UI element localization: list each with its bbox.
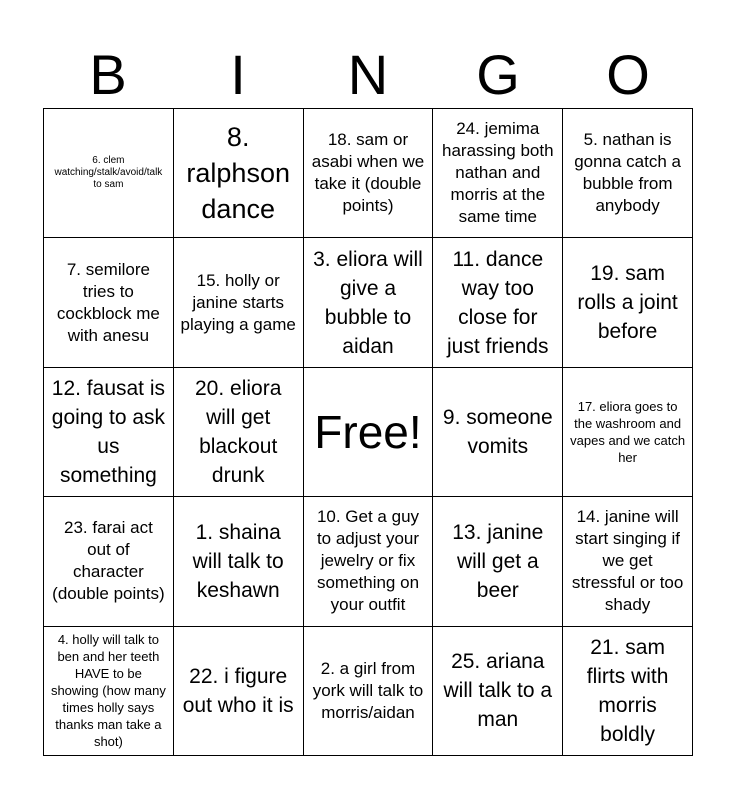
bingo-cell[interactable]	[433, 497, 563, 626]
bingo-cell[interactable]	[174, 627, 304, 756]
bingo-cell[interactable]	[563, 109, 693, 238]
cell-text: 3. eliora will give a bubble to aidan	[313, 247, 423, 358]
cell-text: Free!	[314, 405, 422, 458]
bingo-cell[interactable]	[433, 368, 563, 497]
header-letter-b: B	[89, 43, 127, 106]
header-letter-i: I	[230, 43, 246, 106]
bingo-grid	[43, 108, 693, 756]
cell-text: 22. i figure out who it is	[182, 664, 294, 717]
bingo-cell[interactable]	[563, 368, 693, 497]
cell-text: 20. eliora will get blackout drunk	[195, 376, 282, 487]
bingo-cell[interactable]	[174, 368, 304, 497]
bingo-cell[interactable]	[174, 109, 304, 238]
bingo-cell[interactable]	[44, 238, 174, 367]
header-letter-n: N	[347, 43, 389, 106]
cell-text: 8. ralphson dance	[186, 122, 290, 225]
bingo-cell[interactable]	[563, 497, 693, 626]
bingo-cell[interactable]	[174, 497, 304, 626]
bingo-cell[interactable]	[174, 238, 304, 367]
bingo-cell[interactable]	[304, 497, 434, 626]
cell-text: 4. holly will talk to ben and her teeth HAVE to be showing (how many times holly says thanks man take a shot)	[50, 632, 166, 750]
cell-text: 10. Get a guy to adjust your jewelry or fix something on your outfit	[316, 507, 420, 615]
cell-text: 24. jemima harassing both nathan and morris at the same time	[442, 119, 554, 227]
header-letter-o: O	[606, 43, 650, 106]
cell-text: 6. clem watching/stalk/avoid/talk to sam	[54, 155, 163, 191]
cell-text: 17. eliora goes to the washroom and vapes and we catch her	[570, 398, 686, 465]
cell-text: 18. sam or asabi when we take it (double points)	[311, 130, 425, 216]
cell-text: 11. dance way too close for just friends	[447, 247, 549, 358]
cell-text: 14. janine will start singing if we get stressful or too shady	[571, 507, 684, 615]
cell-text: 15. holly or janine starts playing a game	[180, 270, 296, 334]
header-letter-g: G	[476, 43, 520, 106]
cell-text: 19. sam rolls a joint before	[577, 262, 678, 344]
cell-text: 25. ariana will talk to a man	[443, 650, 553, 732]
bingo-cell[interactable]	[44, 497, 174, 626]
bingo-cell[interactable]	[433, 109, 563, 238]
bingo-cell[interactable]	[304, 627, 434, 756]
bingo-cell[interactable]	[44, 627, 174, 756]
bingo-cell[interactable]	[44, 109, 174, 238]
bingo-cell[interactable]	[563, 627, 693, 756]
bingo-cell[interactable]	[304, 109, 434, 238]
bingo-cell[interactable]	[304, 238, 434, 367]
cell-text: 7. semilore tries to cockblock me with anesu	[56, 259, 160, 345]
bingo-cell[interactable]	[44, 368, 174, 497]
bingo-cell[interactable]	[433, 627, 563, 756]
cell-text: 9. someone vomits	[442, 405, 553, 458]
free-cell[interactable]	[304, 368, 434, 497]
cell-text: 5. nathan is gonna catch a bubble from anybody	[574, 130, 681, 216]
cell-text: 1. shaina will talk to keshawn	[192, 520, 284, 602]
cell-text: 2. a girl from york will talk to morris/aidan	[312, 658, 424, 722]
cell-text: 23. farai act out of character (double points)	[52, 518, 165, 604]
cell-text: 13. janine will get a beer	[452, 520, 544, 602]
cell-text: 21. sam flirts with morris boldly	[586, 635, 669, 746]
bingo-cell[interactable]	[433, 238, 563, 367]
cell-text: 12. fausat is going to ask us something	[51, 376, 166, 487]
bingo-cell[interactable]	[563, 238, 693, 367]
bingo-header	[43, 42, 693, 108]
